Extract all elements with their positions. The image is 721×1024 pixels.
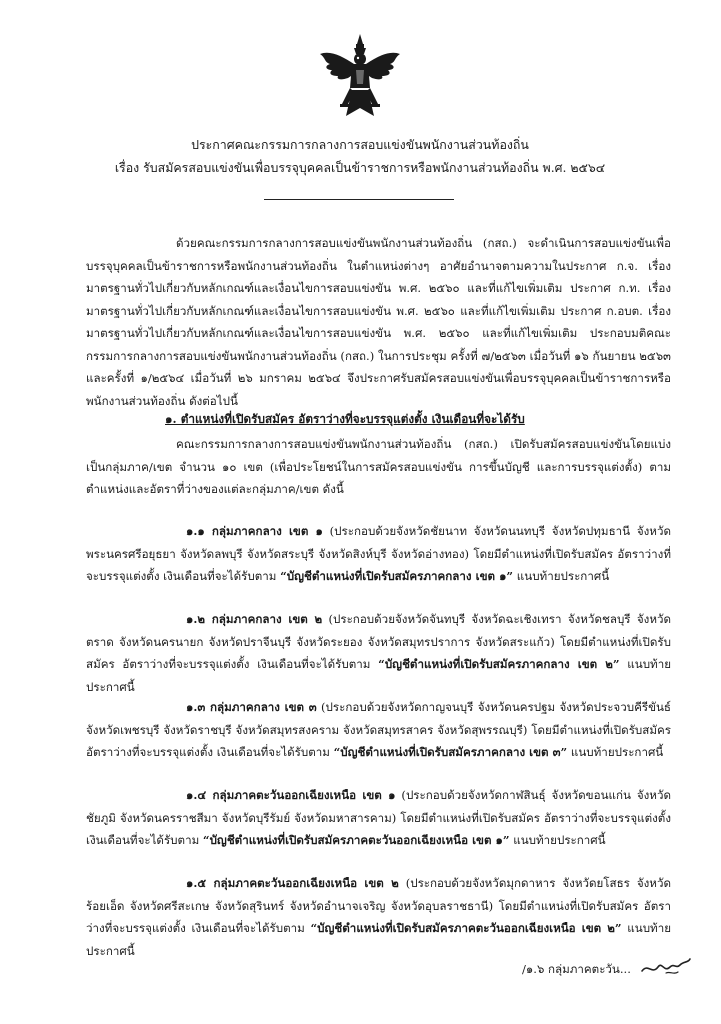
group-list-ref: “บัญชีตำแหน่งที่เปิดรับสมัครภาคตะวันออกเฉียงเหนือ เขต ๑”	[202, 833, 510, 847]
group-list-ref: “บัญชีตำแหน่งที่เปิดรับสมัครภาคกลาง เขต ๒”	[378, 657, 620, 671]
group-list-ref: “บัญชีตำแหน่งที่เปิดรับสมัครภาคกลาง เขต ๑”	[280, 569, 514, 583]
intro-text: ด้วยคณะกรรมการกลางการสอบแข่งขันพนักงานส่วนท้องถิ่น (กสถ.) จะดำเนินการสอบแข่งขันเพื่อบรรจุบุคคลเป็นข้าราชการหรือพนักงานส่วนท้องถิ่น ในตำแหน่งต่างๆ อาศัยอำนาจตามความในประกาศ ก.จ. เรื่อง มาตรฐานทั่วไปเกี่ยวกับหลักเกณฑ์และเงื่อนไขการสอบแข่งขัน พ.ศ. ๒๕๖๐ และที่แก้ไขเพิ่มเติม ประกาศ ก.ท. เรื่อง มาตรฐานทั่วไปเกี่ยวกับหลักเกณฑ์และเงื่อนไขการสอบแข่งขัน พ.ศ. ๒๕๖๐ และที่แก้ไขเพิ่มเติม ประกาศ ก.อบต. เรื่อง มาตรฐานทั่วไปเกี่ยวกับหลักเกณฑ์และเงื่อนไขการสอบแข่งขัน พ.ศ. ๒๕๖๐ และที่แก้ไขเพิ่มเติม ประกอบมติคณะกรรมการกลางการสอบแข่งขันพนักงานส่วนท้องถิ่น (กสถ.) ในการประชุม ครั้งที่ ๗/๒๕๖๓ เมื่อวันที่ ๑๖ กันยายน ๒๕๖๓ และครั้งที่ ๑/๒๕๖๔ เมื่อวันที่ ๒๖ มกราคม ๒๕๖๔ จึงประกาศรับสมัครสอบแข่งขันเพื่อบรรจุบุคคลเป็นข้าราชการหรือพนักงานส่วนท้องถิ่น ดังต่อไปนี้	[86, 236, 671, 408]
group-list-ref: “บัญชีตำแหน่งที่เปิดรับสมัครภาคกลาง เขต ๓”	[333, 745, 568, 759]
section-1-body	[86, 433, 671, 501]
group-item	[86, 696, 671, 764]
group-list-ref: “บัญชีตำแหน่งที่เปิดรับสมัครภาคตะวันออกเฉียงเหนือ เขต ๒”	[310, 921, 622, 935]
group-text: (ประกอบด้วยจังหวัดมุกดาหาร จังหวัดยโสธร จังหวัดร้อยเอ็ด จังหวัดศรีสะเกษ จังหวัดสุรินทร์ จังหวัดอำนาจเจริญ จังหวัดอุบลราชธานี) โดยมีตำแหน่งที่เปิดรับสมัคร อัตราว่างที่จะบรรจุแต่งตั้ง เงินเดือนที่จะได้รับตาม	[86, 876, 671, 935]
group-label: ๑.๑ กลุ่มภาคกลาง เขต ๑	[186, 524, 323, 538]
section-1-text: คณะกรรมการกลางการสอบแข่งขันพนักงานส่วนท้องถิ่น (กสถ.) เปิดรับสมัครสอบแข่งขันโดยแบ่งเป็นกลุ่มภาค/เขต จำนวน ๑๐ เขต (เพื่อประโยชน์ในการสมัครสอบแข่งขัน การขึ้นบัญชี และการบรรจุแต่งตั้ง) ตามตำแหน่งและอัตราที่ว่างของแต่ละกลุ่มภาค/เขต ดังนี้	[86, 437, 671, 496]
title-divider	[264, 199, 454, 200]
group-text: (ประกอบด้วยจังหวัดชัยนาท จังหวัดนนทบุรี จังหวัดปทุมธานี จังหวัดพระนครศรีอยุธยา จังหวัดลพบุรี จังหวัดสระบุรี จังหวัดสิงห์บุรี จังหวัดอ่างทอง) โดยมีตำแหน่งที่เปิดรับสมัคร อัตราว่างที่จะบรรจุแต่งตั้ง เงินเดือนที่จะได้รับตาม	[86, 524, 671, 583]
group-text: (ประกอบด้วยจังหวัดกาญจนบุรี จังหวัดนครปฐม จังหวัดประจวบคีรีขันธ์ จังหวัดเพชรบุรี จังหวัดราชบุรี จังหวัดสมุทรสงคราม จังหวัดสมุทรสาคร จังหวัดสุพรรณบุรี) โดยมีตำแหน่งที่เปิดรับสมัคร อัตราว่างที่จะบรรจุแต่งตั้ง เงินเดือนที่จะได้รับตาม	[86, 700, 671, 759]
group-item	[86, 784, 671, 852]
group-suffix: แนบท้ายประกาศนี้	[86, 921, 672, 958]
group-text: (ประกอบด้วยจังหวัดจันทบุรี จังหวัดฉะเชิงเทรา จังหวัดชลบุรี จังหวัดตราด จังหวัดนครนายก จังหวัดปราจีนบุรี จังหวัดระยอง จังหวัดสมุทรปราการ จังหวัดสระแก้ว) โดยมีตำแหน่งที่เปิดรับสมัคร อัตราว่างที่จะบรรจุแต่งตั้ง เงินเดือนที่จะได้รับตาม	[86, 612, 672, 671]
group-text: (ประกอบด้วยจังหวัดกาฬสินธุ์ จังหวัดขอนแก่น จังหวัดชัยภูมิ จังหวัดนครราชสีมา จังหวัดบุรีรัมย์ จังหวัดมหาสารคาม) โดยมีตำแหน่งที่เปิดรับสมัคร อัตราว่างที่จะบรรจุแต่งตั้ง เงินเดือนที่จะได้รับตาม	[86, 788, 671, 847]
group-label: ๑.๕ กลุ่มภาคตะวันออกเฉียงเหนือ เขต ๒	[186, 876, 399, 890]
group-label: ๑.๔ กลุ่มภาคตะวันออกเฉียงเหนือ เขต ๑	[186, 788, 396, 802]
group-label: ๑.๒ กลุ่มภาคกลาง เขต ๒	[186, 612, 323, 626]
handwritten-initial-icon	[640, 953, 692, 979]
group-suffix: แนบท้ายประกาศนี้	[513, 569, 610, 583]
group-label: ๑.๓ กลุ่มภาคกลาง เขต ๓	[186, 700, 317, 714]
group-item	[86, 520, 671, 588]
group-suffix: แนบท้ายประกาศนี้	[509, 833, 606, 847]
announcement-title: ประกาศคณะกรรมการกลางการสอบแข่งขันพนักงานส่วนท้องถิ่น	[191, 137, 529, 152]
garuda-emblem-icon	[318, 32, 402, 124]
announcement-subject: เรื่อง รับสมัครสอบแข่งขันเพื่อบรรจุบุคคลเป็นข้าราชการหรือพนักงานส่วนท้องถิ่น พ.ศ. ๒๕๖๔	[114, 160, 606, 175]
group-suffix: แนบท้ายประกาศนี้	[567, 745, 664, 759]
section-1-heading: ๑. ตำแหน่งที่เปิดรับสมัคร อัตราว่างที่จะบรรจุแต่งตั้ง เงินเดือนที่จะได้รับ	[165, 412, 525, 426]
group-item	[86, 872, 671, 962]
group-item	[86, 608, 671, 698]
page-continuation: /๑.๖ กลุ่มภาคตะวัน...	[522, 962, 631, 976]
intro-paragraph	[86, 232, 671, 412]
group-suffix: แนบท้ายประกาศนี้	[86, 657, 671, 694]
